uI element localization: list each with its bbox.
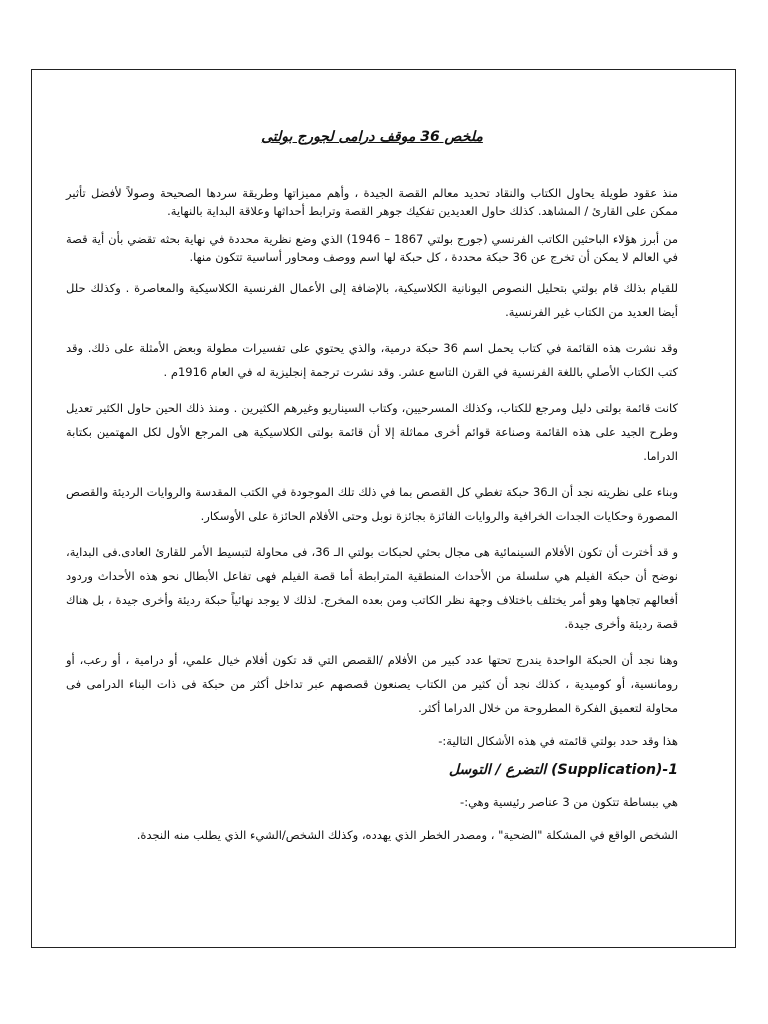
paragraph-analysis: للقيام بذلك قام بولتي بتحليل النصوص اليونانية الكلاسيكية، بالإضافة إلى الأعمال الفرنسية الكلاسيكية والمعاصرة . وكذلك حلل أيضا العديد من الكتاب غير الفرنسية. bbox=[66, 281, 678, 319]
paragraph-polti: من أبرز هؤلاء الباحثين الكاتب الفرنسي (جورج بولتي 1867 – 1946) الذي وضع نظرية محددة في نهاية بحثه تقضي بأن أية قصة في العالم لا يمكن أن تخرج عن 36 حبكة محددة ، كل حبكة لها اسم ووصف ومحاور أساسية تتكون منها. bbox=[66, 232, 679, 264]
paragraph-publication: وقد نشرت هذه القائمة في كتاب يحمل اسم 36 حبكة درمية، والذي يحتوي على تفسيرات مطولة وبعض الأمثلة على ذلك. وقد كتب الكتاب الأصلي باللغة الفرنسية في القرن التاسع عشر. وقد نشرت ترجمة إنجليزية له في العام 1916م . bbox=[66, 341, 678, 379]
paragraph-genres: وهنا نجد أن الحبكة الواحدة يندرج تحتها عدد كبير من الأفلام /القصص التي قد تكون أفلام خيال علمي، أو درامية ، أو رعب، أو رومانسية، أو كوميدية ، كذلك نجد أن كثير من الكتاب يصنعون قصصهم عبر تداخل أكثر من حبكة فى ذات البناء الدرامى فى محاولة لتعميق الفكرة المطروحة من خلال الدراما أكثر. bbox=[66, 653, 678, 715]
paragraph-list-intro: هذا وقد حدد بولتي قائمته في هذه الأشكال التالية:- bbox=[438, 734, 678, 748]
paragraph-victim: الشخص الواقع في المشكلة "الضحية" ، ومصدر الخطر الذي يهدده، وكذلك الشخص/الشيء الذي يطلب منه النجدة. bbox=[136, 828, 678, 842]
document-title: ملخص 36 موقف درامى لجورج بولتى bbox=[261, 129, 483, 145]
paragraph-films: و قد أخترت أن تكون الأفلام السينمائية هى مجال بحثي لحبكات بولتي الـ 36، فى محاولة لتبسيط الأمر للقارئ العادى.فى البداية، نوضح أن حبكة الفيلم هي سلسلة من الأحداث المنطقية المترابطة أما قصة الفيلم فهى تفاعل الأبطال نحو هذه الأحداث وردود أفعالهم تجاهها وهو أمر يختلف باختلاف وجهة نظر الكاتب ومن بعده المخرج. لذلك لا يوجد نهائياً حبكة رديئة وأخرى جيدة ، بل هناك قصة رديئة وأخرى جيدة. bbox=[66, 545, 679, 631]
paragraph-intro: منذ عقود طويلة يحاول الكتاب والنقاد تحديد معالم القصة الجيدة ، وأهم مميزاتها وطريقة سردها الصحيحة وصولاً لأفضل تأثير ممكن على القارئ / المشاهد. كذلك حاول العديدين تفكيك جوهر القصة وترابط أحداثها وعلاقة البداية بالنهاية. bbox=[66, 186, 678, 218]
paragraph-coverage: وبناء على نظريته نجد أن الـ36 حبكة تغطي كل القصص بما في ذلك تلك الموجودة في الكتب المقدسة والروايات الرديئة والقصص المصورة وحكايات الجدات الخرافية والروايات الفائزة بجائزة نوبل وحتى الأفلام الحائزة على الأوسكار. bbox=[66, 485, 678, 523]
section-heading-supplication: 1-(Supplication) التضرع / التوسل bbox=[448, 762, 678, 778]
document-body bbox=[66, 126, 678, 854]
paragraph-elements: هي ببساطة تتكون من 3 عناصر رئيسية وهي:- bbox=[460, 795, 678, 809]
paragraph-reference: كانت قائمة بولتى دليل ومرجع للكتاب، وكذلك المسرحيين، وكتاب السيناريو وغيرهم الكثيرين . ومنذ ذلك الحين حاول الكثير تعديل وطرح الجيد على هذه القائمة وصناعة قوائم أخرى مماثلة إلا أن قائمة بولتى الكلاسيكية هى المرجع الأول لكل المهتمين بكتابة الدراما. bbox=[66, 401, 678, 463]
